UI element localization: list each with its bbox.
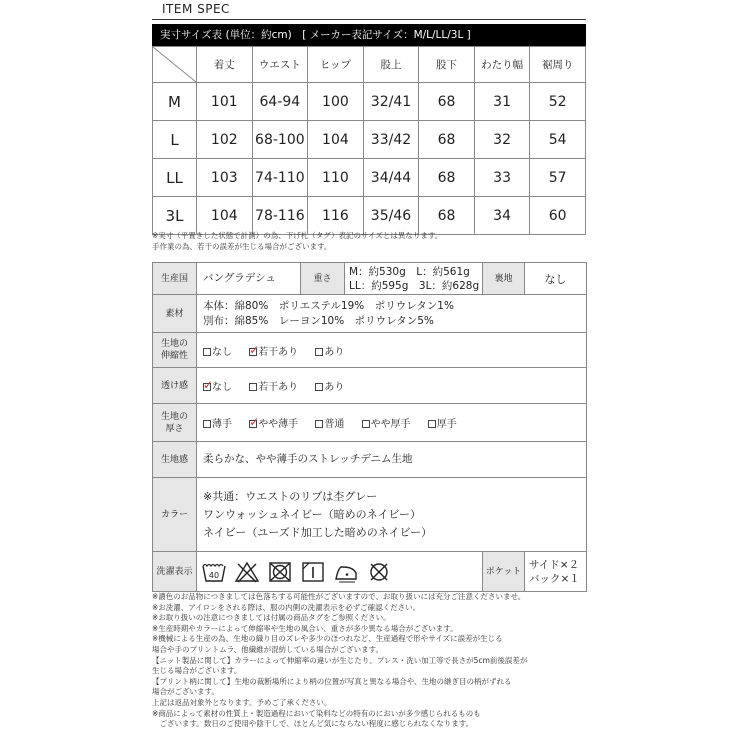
table-cell: 54 bbox=[530, 121, 586, 159]
note-line: 上記は返品対象外となります。予めご了承ください。 bbox=[152, 697, 332, 707]
option-label: やや厚手 bbox=[370, 419, 411, 430]
table-row bbox=[153, 478, 587, 552]
column-header: 股上 bbox=[363, 47, 419, 83]
iron-low-icon bbox=[333, 560, 359, 584]
care-notes bbox=[152, 592, 592, 730]
checkbox-icon bbox=[315, 348, 323, 356]
option-label: なし bbox=[212, 382, 232, 393]
table-cell: 60 bbox=[530, 197, 586, 235]
wash-symbols bbox=[197, 552, 483, 592]
color-line: ワンウォッシュネイビー（暗めのネイビー） bbox=[203, 507, 422, 521]
weight-value bbox=[345, 263, 483, 295]
table-cell: 68 bbox=[419, 121, 475, 159]
table-cell: 32/41 bbox=[363, 83, 419, 121]
table-cell: 57 bbox=[530, 159, 586, 197]
no-bleach-icon bbox=[234, 560, 260, 584]
note-line: ※商品によって素材の性質上・製造過程において染料などの特有のにおいが多少感じられるものも bbox=[152, 708, 481, 718]
page-title: ITEM SPEC bbox=[152, 0, 586, 20]
table-cell: 102 bbox=[197, 121, 253, 159]
table-cell: 35/46 bbox=[363, 197, 419, 235]
color-line: ネイビー（ユーズド加工した暗めのネイビー） bbox=[203, 525, 433, 539]
table-cell: 68 bbox=[419, 83, 475, 121]
feel-label: 生地感 bbox=[153, 442, 197, 478]
spec-table bbox=[152, 262, 587, 592]
table-cell: 33 bbox=[474, 159, 530, 197]
checkbox-option[interactable] bbox=[203, 343, 232, 358]
note-line: ※実寸（平置きした状態で計測）の為、下げ札（タグ）表記のサイズとは異なります。 bbox=[152, 231, 443, 240]
material-line: 別布：綿85% レーヨン10% ポリウレタン5% bbox=[203, 314, 434, 327]
size-table-header-row bbox=[153, 47, 586, 83]
size-table-corner bbox=[153, 47, 197, 83]
checkbox-icon bbox=[203, 348, 211, 356]
origin-label: 生産国 bbox=[153, 263, 197, 295]
option-label: 薄手 bbox=[212, 419, 232, 430]
weight-line: M：約530g L：約561g bbox=[349, 265, 470, 278]
table-cell: 104 bbox=[197, 197, 253, 235]
option-label: やや薄手 bbox=[258, 419, 299, 430]
label-line: 生地の bbox=[160, 411, 188, 422]
color-label: カラー bbox=[153, 478, 197, 552]
column-header: わたり幅 bbox=[474, 47, 530, 83]
table-cell: 110 bbox=[308, 159, 364, 197]
table-cell: 32 bbox=[474, 121, 530, 159]
stretch-label bbox=[153, 333, 197, 368]
pocket-label: ポケット bbox=[483, 552, 525, 592]
note-line: ございます。数日のご使用や陰干しで、ほとんど気にならない程度に感じられなくなります。 bbox=[152, 719, 474, 729]
check-mark-icon: ✓ bbox=[203, 378, 214, 392]
label-line: 生地の bbox=[160, 339, 188, 349]
option-label: 若干あり bbox=[258, 346, 299, 358]
origin-value: バングラデシュ bbox=[197, 263, 301, 295]
material-label: 素材 bbox=[153, 295, 197, 333]
table-row bbox=[153, 333, 587, 368]
pocket-line: バック×１ bbox=[529, 572, 580, 585]
note-line: 生じる場合がございます。 bbox=[152, 666, 242, 676]
check-mark-icon: ✓ bbox=[249, 415, 260, 429]
checkbox-icon bbox=[428, 420, 436, 428]
table-row bbox=[153, 83, 586, 121]
checkbox-option-checked[interactable] bbox=[249, 343, 298, 358]
note-line: 場合や手のプリントムラ、他繊維が混紡している場合がございます。 bbox=[152, 644, 383, 654]
note-line: ※機械による生産の為、生地の織り目のズレや多少のほつれなど、生産過程で形やサイズに誤差が生じる bbox=[152, 634, 503, 644]
material-line: 本体：綿80% ポリエステル19% ポリウレタン1% bbox=[203, 299, 454, 312]
table-cell: 104 bbox=[308, 121, 364, 159]
label-line: 伸縮性 bbox=[160, 351, 188, 361]
table-row bbox=[153, 263, 587, 295]
pocket-value bbox=[525, 552, 587, 592]
size-label: M bbox=[153, 83, 197, 121]
table-cell: 74-110 bbox=[252, 159, 308, 197]
option-label: あり bbox=[324, 346, 345, 358]
table-cell: 101 bbox=[197, 83, 253, 121]
table-row bbox=[153, 121, 586, 159]
line-dry-shade-icon bbox=[300, 560, 326, 584]
size-label: L bbox=[153, 121, 197, 159]
table-cell: 100 bbox=[308, 83, 364, 121]
checkbox-option[interactable] bbox=[249, 378, 298, 393]
weight-line: LL：約595g 3L：約628g bbox=[349, 279, 480, 292]
size-table-caption: 実寸サイズ表 (単位：約cm) [ メーカー表記サイズ：M/L/LL/3L ] bbox=[152, 24, 586, 46]
note-line: 【プリント柄に関して】生地の裁断場所により柄の位置が写真と異なる場合や、生地の継ぎ目の柄がずれる bbox=[152, 676, 512, 686]
option-label: 厚手 bbox=[436, 419, 457, 430]
table-row bbox=[153, 552, 587, 592]
option-label: 普通 bbox=[324, 419, 345, 430]
feel-value: 柔らかな、やや薄手のストレッチデニム生地 bbox=[197, 442, 587, 478]
weight-label: 重さ bbox=[301, 263, 345, 295]
table-cell: 31 bbox=[474, 83, 530, 121]
option-label: 若干あり bbox=[258, 382, 299, 393]
note-line: 場合がございます。 bbox=[152, 687, 219, 697]
checkbox-icon bbox=[362, 420, 370, 428]
column-header: ウエスト bbox=[252, 47, 308, 83]
table-row bbox=[153, 368, 587, 404]
table-cell: 116 bbox=[308, 197, 364, 235]
sheer-label: 透け感 bbox=[153, 368, 197, 404]
note-line: 【ニット製品に関して】カラーによって伸縮率の違いが生じたり、プレス・洗い加工等で長さが5cm前後誤差が bbox=[152, 655, 528, 665]
sheer-options bbox=[197, 368, 587, 404]
size-label: 3L bbox=[153, 197, 197, 235]
table-cell: 68 bbox=[419, 197, 475, 235]
thickness-label bbox=[153, 404, 197, 442]
note-line: 手作業の為、若干の誤差が生じる場合がございます。 bbox=[152, 242, 332, 251]
table-row bbox=[153, 404, 587, 442]
table-cell: 78-116 bbox=[252, 197, 308, 235]
checkbox-icon bbox=[203, 378, 214, 392]
option-label: あり bbox=[324, 382, 345, 393]
note-line: ※お取り扱いの注意につきましては付属の商品タグをご参照ください。 bbox=[152, 613, 391, 623]
check-mark-icon: ✓ bbox=[249, 342, 260, 357]
table-row bbox=[153, 197, 586, 235]
checkbox-option[interactable] bbox=[362, 415, 411, 430]
checkbox-option-checked[interactable] bbox=[249, 415, 298, 430]
material-value bbox=[197, 295, 587, 333]
lining-value: なし bbox=[525, 263, 587, 295]
checkbox-option[interactable] bbox=[203, 415, 232, 430]
size-label: LL bbox=[153, 159, 197, 197]
option-label: なし bbox=[212, 346, 232, 358]
note-line: ※濃色のお品物につきましては色落ちする可能性がございますので、お取り扱いには充分ご注意くださいませ。 bbox=[152, 592, 526, 601]
table-cell: 68-100 bbox=[252, 121, 308, 159]
diagonal-line bbox=[153, 47, 196, 82]
washtub-40-icon bbox=[201, 560, 227, 584]
table-row bbox=[153, 159, 586, 197]
color-value bbox=[197, 478, 587, 552]
checkbox-option[interactable] bbox=[428, 415, 457, 430]
column-header: 裾周り bbox=[530, 47, 586, 83]
column-header: 着丈 bbox=[197, 47, 253, 83]
no-tumble-dry-icon bbox=[267, 560, 293, 584]
wash-label: 洗濯表示 bbox=[153, 552, 197, 592]
checkbox-icon bbox=[315, 383, 323, 391]
lining-label: 裏地 bbox=[483, 263, 525, 295]
checkbox-icon bbox=[249, 383, 257, 391]
size-table bbox=[152, 46, 586, 235]
checkbox-option-checked[interactable] bbox=[203, 378, 232, 393]
checkbox-icon bbox=[249, 415, 260, 429]
stretch-options bbox=[197, 333, 587, 368]
table-cell: 64-94 bbox=[252, 83, 308, 121]
note-line: ※お洗濯、アイロンをされる際は、服の内側の洗濯表示を必ずご確認ください。 bbox=[152, 602, 421, 612]
checkbox-icon bbox=[315, 420, 323, 428]
wash-temperature: 40 bbox=[208, 570, 220, 580]
checkbox-option[interactable] bbox=[315, 415, 344, 430]
table-cell: 103 bbox=[197, 159, 253, 197]
pocket-line: サイド×２ bbox=[529, 558, 580, 571]
size-table-notes bbox=[152, 230, 592, 252]
table-cell: 52 bbox=[530, 83, 586, 121]
column-header: 股下 bbox=[419, 47, 475, 83]
checkbox-icon bbox=[203, 420, 211, 428]
no-dry-clean-icon bbox=[366, 560, 392, 584]
note-line: ※生産時期やカラーによって伸縮率や生地の風合い、重さが多少異なる場合がございます。 bbox=[152, 623, 458, 633]
table-row bbox=[153, 295, 587, 333]
table-cell: 34/44 bbox=[363, 159, 419, 197]
table-cell: 68 bbox=[419, 159, 475, 197]
checkbox-option[interactable] bbox=[315, 343, 344, 358]
thickness-options bbox=[197, 404, 587, 442]
label-line: 厚さ bbox=[165, 423, 184, 434]
table-row bbox=[153, 442, 587, 478]
checkbox-icon bbox=[249, 342, 260, 357]
color-line: ※共通：ウエストのリブは杢グレー bbox=[203, 489, 378, 503]
table-cell: 33/42 bbox=[363, 121, 419, 159]
checkbox-option[interactable] bbox=[315, 378, 344, 393]
column-header: ヒップ bbox=[308, 47, 364, 83]
table-cell: 34 bbox=[474, 197, 530, 235]
